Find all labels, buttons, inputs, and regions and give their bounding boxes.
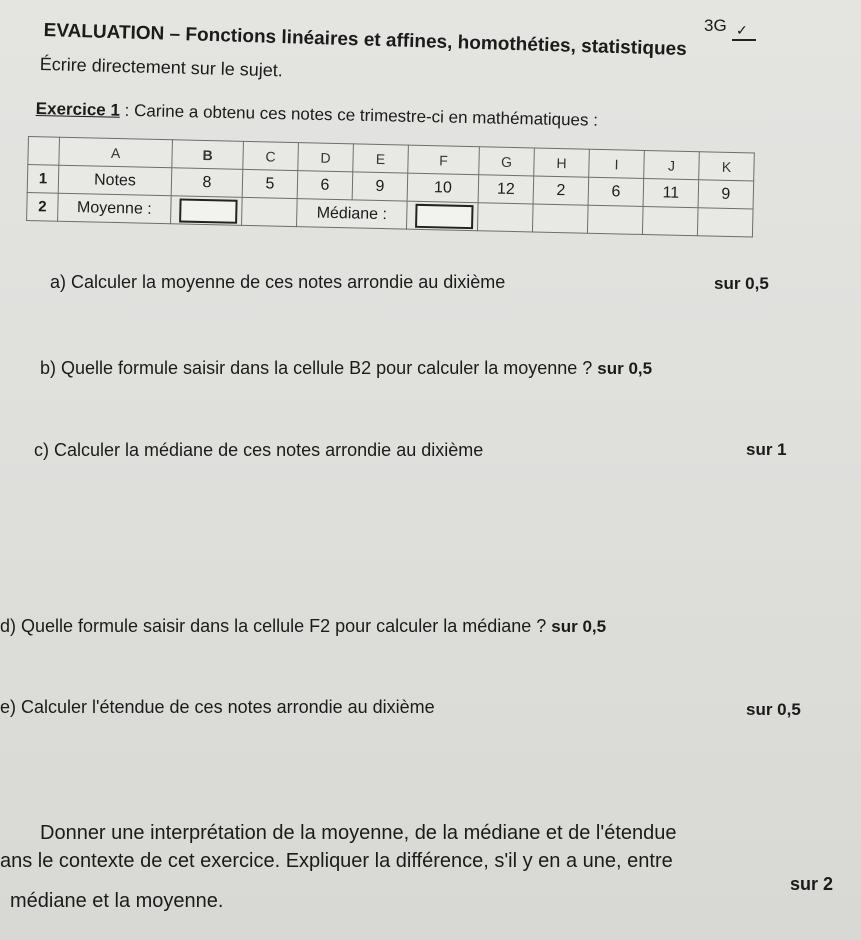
note-value: 6 [297, 171, 353, 200]
note-value: 9 [352, 172, 408, 201]
moyenne-answer-box[interactable] [179, 198, 238, 223]
note-value: 12 [478, 175, 534, 204]
class-underline [732, 39, 756, 41]
column-header: C [243, 141, 299, 170]
row-number: 1 [27, 165, 59, 194]
question-c-points: sur 1 [746, 440, 787, 459]
question-c: c) Calculer la médiane de ces notes arrondie au dixième [34, 440, 484, 460]
instruction: Écrire directement sur le sujet. [39, 54, 284, 81]
page-title: EVALUATION – Fonctions linéaires et affines, homothéties, statistiques [43, 20, 688, 61]
question-a-points: sur 0,5 [714, 274, 769, 293]
moyenne-answer-cell[interactable] [171, 196, 243, 226]
mediane-answer-box[interactable] [415, 203, 474, 228]
empty-cell [587, 205, 643, 234]
class-code: 3G [704, 16, 727, 35]
note-value: 5 [242, 169, 298, 198]
question-b-points: sur 0,5 [597, 359, 653, 378]
column-header: I [589, 149, 645, 178]
question-f-line-1: Donner une interprétation de la moyenne, de la médiane et de l'étendue [40, 822, 677, 844]
column-header: J [644, 150, 700, 179]
notes-label: Notes [58, 165, 172, 196]
column-header: B [172, 140, 244, 170]
spreadsheet-table [26, 136, 755, 237]
question-b [40, 358, 652, 379]
question-f-points: sur 2 [790, 874, 834, 894]
column-header: G [479, 147, 535, 176]
question-d-text: d) Quelle formule saisir dans la cellule F2 pour calculer la médiane ? [0, 616, 552, 636]
empty-cell [532, 204, 588, 233]
question-d-points: sur 0,5 [551, 617, 607, 636]
column-header: D [298, 143, 354, 172]
question-b-text: b) Quelle formule saisir dans la cellule B2 pour calculer la moyenne ? [40, 358, 598, 378]
empty-cell [697, 208, 753, 237]
column-header: F [408, 145, 480, 175]
question-f-line-3: médiane et la moyenne. [10, 890, 224, 912]
note-value: 2 [533, 176, 589, 205]
question-f-line-2: ans le contexte de cet exercice. Expliquer la différence, s'il y en a une, entre [0, 850, 673, 872]
column-header: K [699, 152, 755, 181]
question-e: e) Calculer l'étendue de ces notes arrondie au dixième [0, 697, 435, 717]
check-mark-icon: ✓ [736, 22, 748, 38]
note-value: 11 [643, 178, 699, 207]
question-e-points: sur 0,5 [746, 700, 801, 719]
empty-cell [242, 197, 298, 226]
note-value: 8 [171, 168, 243, 198]
column-header: H [534, 148, 590, 177]
mediane-answer-cell[interactable] [406, 201, 478, 231]
note-value: 6 [588, 177, 644, 206]
question-a: a) Calculer la moyenne de ces notes arrondie au dixième [50, 272, 506, 292]
mediane-label: Médiane : [297, 199, 408, 229]
exercise-intro [36, 99, 599, 131]
corner-cell [28, 137, 60, 166]
exercise-text: : Carine a obtenu ces notes ce trimestre-ci en mathématiques : [119, 100, 599, 130]
row-number: 2 [27, 192, 59, 221]
note-value: 9 [698, 180, 754, 209]
column-header: E [353, 144, 409, 173]
exercise-label: Exercice 1 [35, 99, 121, 120]
note-value: 10 [407, 173, 479, 203]
empty-cell [477, 203, 533, 232]
spreadsheet [26, 136, 788, 261]
moyenne-label: Moyenne : [58, 193, 172, 224]
empty-cell [642, 206, 698, 235]
column-header: A [59, 137, 173, 168]
question-d [0, 616, 606, 637]
